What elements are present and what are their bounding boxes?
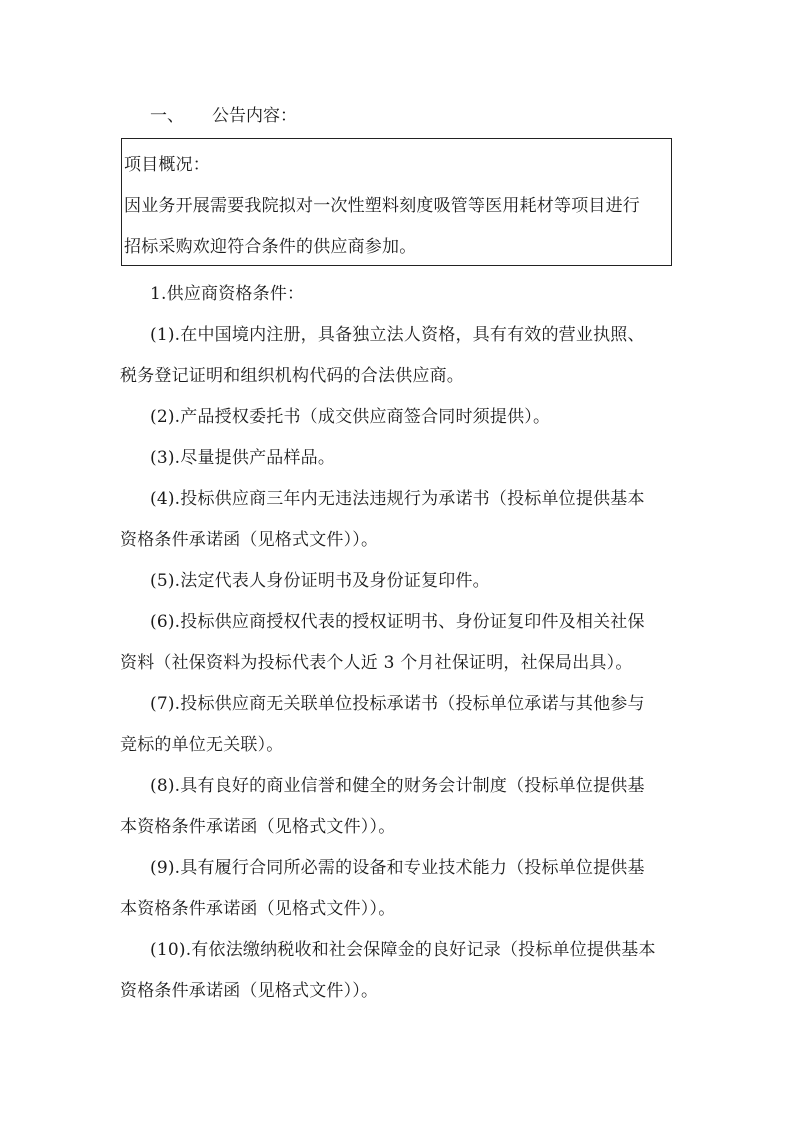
requirement-item-4: (4).投标供应商三年内无违法违规行为承诺书（投标单位提供基本 bbox=[150, 489, 645, 509]
requirement-item-1: (1).在中国境内注册，具备独立法人资格，具有有效的营业执照、 bbox=[150, 325, 645, 345]
requirements-section bbox=[120, 274, 676, 1012]
requirement-item-8-cont: 本资格条件承诺函（见格式文件））。 bbox=[120, 817, 396, 837]
requirement-item-7-cont: 竞标的单位无关联）。 bbox=[120, 735, 284, 755]
requirement-item-6: (6).投标供应商授权代表的授权证明书、身份证复印件及相关社保 bbox=[150, 612, 645, 632]
requirement-item-9-cont: 本资格条件承诺函（见格式文件））。 bbox=[120, 899, 396, 919]
requirements-title: 1.供应商资格条件： bbox=[150, 284, 305, 304]
requirement-item-1-cont: 税务登记证明和组织机构代码的合法供应商。 bbox=[120, 366, 464, 386]
overview-text-line-1: 因业务开展需要我院拟对一次性塑料刻度吸管等医用耗材等项目进行 bbox=[124, 196, 640, 216]
section-number: 一、 bbox=[150, 106, 184, 126]
requirement-item-10: (10).有依法缴纳税收和社会保障金的良好记录（投标单位提供基本 bbox=[150, 940, 656, 960]
requirement-item-7: (7).投标供应商无关联单位投标承诺书（投标单位承诺与其他参与 bbox=[150, 694, 645, 714]
section-title: 公告内容： bbox=[212, 106, 297, 126]
requirement-item-6-cont: 资料（社保资料为投标代表个人近 3 个月社保证明，社保局出具）。 bbox=[120, 653, 633, 673]
project-overview-box bbox=[121, 138, 672, 266]
requirement-item-9: (9).具有履行合同所必需的设备和专业技术能力（投标单位提供基 bbox=[150, 858, 645, 878]
overview-text-line-2: 招标采购欢迎符合条件的供应商参加。 bbox=[124, 237, 417, 257]
section-heading bbox=[150, 104, 297, 128]
overview-label: 项目概况： bbox=[124, 155, 210, 175]
requirement-item-8: (8).具有良好的商业信誉和健全的财务会计制度（投标单位提供基 bbox=[150, 776, 645, 796]
requirement-item-2: (2).产品授权委托书（成交供应商签合同时须提供）。 bbox=[150, 407, 551, 427]
requirement-item-10-cont: 资格条件承诺函（见格式文件））。 bbox=[120, 981, 379, 1001]
requirement-item-3: (3).尽量提供产品样品。 bbox=[150, 448, 336, 468]
requirement-item-5: (5).法定代表人身份证明书及身份证复印件。 bbox=[150, 571, 490, 591]
requirement-item-4-cont: 资格条件承诺函（见格式文件））。 bbox=[120, 530, 379, 550]
